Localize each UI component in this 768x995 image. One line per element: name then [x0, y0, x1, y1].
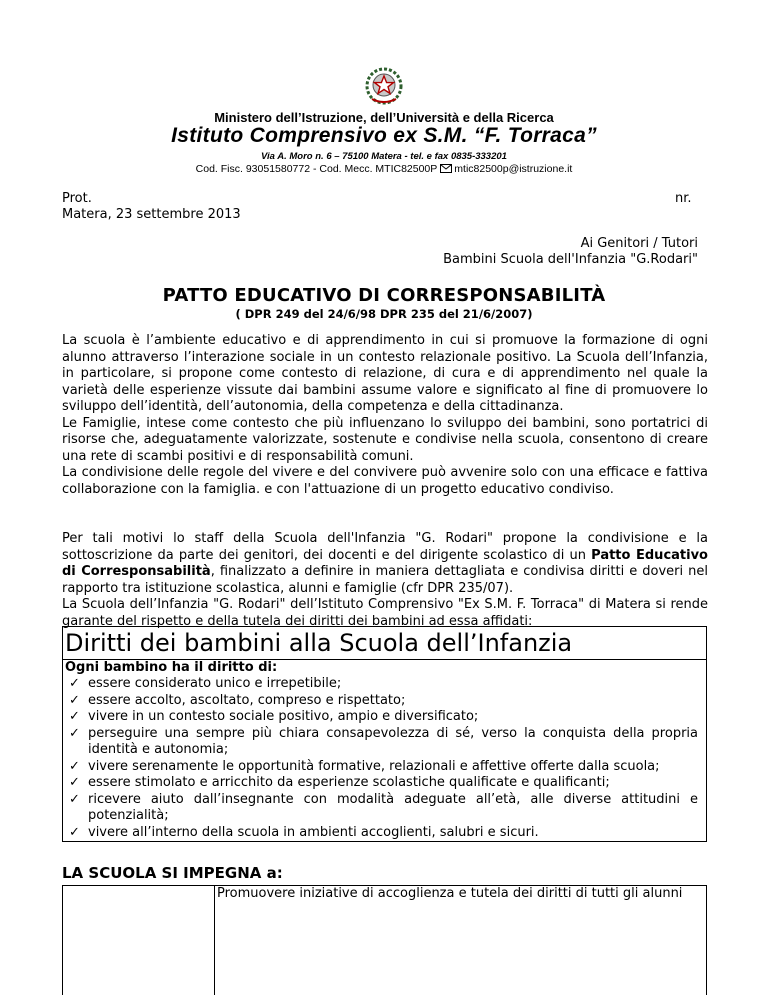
list-item: [63, 676, 706, 693]
purpose-paragraph-1: [62, 531, 708, 597]
list-item: [63, 825, 706, 842]
list-item: [63, 693, 706, 710]
intro-paragraph-1: La scuola è l’ambiente educativo e di apprendimento in cui si promuove la formazione di ogni alunno attraverso l’interazione sociale in un contesto relazionale positivo. La Scuola dell’Infanzia, in particolare, si propone come contesto di relazione, di cura e di apprendimento nel quale la varietà delle esperienze vissute dai bambini assume valore e significato al fine di promuovere lo sviluppo dell’identità, dell’autonomia, della competenza e della cittadinanza.: [62, 333, 708, 414]
list-item: [63, 759, 706, 776]
right-text: vivere all’interno della scuola in ambienti accoglienti, salubri e sicuri.: [88, 824, 539, 840]
rights-list: [63, 676, 706, 841]
right-text: perseguire una sempre più chiara consapevolezza di sé, verso la conquista della propria identità e autonomia;: [88, 725, 698, 757]
fiscal-codes: Cod. Fisc. 93051580772 - Cod. Mecc. MTIC82500P: [195, 163, 438, 175]
protocol-label: Prot.: [62, 191, 92, 206]
list-item: [63, 775, 706, 792]
school-address: Via A. Moro n. 6 – 75100 Matera - tel. e fax 0835-333201: [261, 151, 507, 162]
rights-heading-box: [62, 626, 707, 660]
list-item: [63, 792, 706, 825]
intro-paragraph-2: Le Famiglie, intese come contesto che più influenzano lo sviluppo dei bambini, sono portatrici di risorse che, adeguatamente valorizzate, sostenute e condivise nella scuola, consentono di creare una rete di scambi positivi e di responsabilità comuni.: [62, 415, 708, 464]
checkmark-icon: ✓: [69, 725, 80, 741]
checkmark-icon: ✓: [69, 676, 80, 691]
right-text: essere accolto, ascoltato, compreso e rispettato;: [88, 692, 406, 708]
italian-republic-emblem-icon: [364, 66, 404, 106]
table-row: Promuovere iniziative di accoglienza e tutela dei diritti di tutti gli alunni: [217, 886, 683, 901]
right-text: essere considerato unico e irrepetibile;: [88, 676, 342, 691]
recipient-line-1: Ai Genitori / Tutori: [580, 236, 698, 251]
school-codes: [0, 163, 768, 175]
ministry-name: Ministero dell’Istruzione, dell’Università e della Ricerca: [214, 110, 554, 125]
rights-intro: Ogni bambino ha il diritto di:: [65, 660, 278, 675]
purpose-paragraph-2: La Scuola dell’Infanzia "G. Rodari" dell’Istituto Comprensivo "Ex S.M. F. Torraca" di Matera si rende garante del rispetto e della tutela dei diritti dei bambini ad essa affidati:: [62, 597, 708, 629]
list-item: [63, 709, 706, 726]
right-text: essere stimolato e arricchito da esperienze scolastiche qualificate e qualificanti;: [88, 775, 610, 790]
commitments-table: [62, 885, 707, 995]
checkmark-icon: ✓: [69, 791, 80, 807]
checkmark-icon: ✓: [69, 824, 80, 840]
document-title: PATTO EDUCATIVO DI CORRESPONSABILITÀ: [162, 285, 606, 306]
school-name: Istituto Comprensivo ex S.M. “F. Torraca”: [171, 124, 597, 147]
list-item: [63, 726, 706, 759]
pact-name: Patto Educativo di Corresponsabilità: [62, 547, 708, 579]
intro-paragraph-3: La condivisione delle regole del vivere e del convivere può avvenire solo con una efficace e fattiva collaborazione con la famiglia. e con l'attuazione di un progetto educativo condiviso.: [62, 465, 708, 497]
right-text: vivere serenamente le opportunità formative, relazionali e affettive offerte dalla scuola;: [88, 758, 660, 774]
purpose-text: [62, 531, 708, 630]
envelope-icon: [440, 164, 452, 173]
checkmark-icon: ✓: [69, 775, 80, 790]
table-column-divider: [214, 886, 215, 995]
right-text: ricevere aiuto dall’insegnante con modalità adeguate all’età, alle diverse attitudini e potenzialità;: [88, 791, 698, 823]
place-date: Matera, 23 settembre 2013: [62, 207, 241, 222]
document-subtitle: ( DPR 249 del 24/6/98 DPR 235 del 21/6/2007): [235, 307, 533, 321]
recipient-block: [443, 236, 698, 268]
commitments-heading: LA SCUOLA SI IMPEGNA a:: [62, 864, 283, 882]
checkmark-icon: ✓: [69, 692, 80, 708]
purpose-part-1: Per tali motivi lo staff della Scuola dell'Infanzia "G. Rodari" propone la condivisione e la sottoscrizione da parte dei genitori, dei docenti e del dirigente scolastico di un: [62, 531, 708, 563]
protocol-number-label: nr.: [675, 191, 692, 206]
recipient-line-2: Bambini Scuola dell'Infanzia "G.Rodari": [443, 252, 698, 267]
rights-heading: Diritti dei bambini alla Scuola dell’Infanzia: [65, 629, 573, 657]
intro-text: [62, 333, 708, 498]
checkmark-icon: ✓: [69, 709, 80, 724]
checkmark-icon: ✓: [69, 758, 80, 774]
right-text: vivere in un contesto sociale positivo, ampio e diversificato;: [88, 709, 479, 724]
protocol-block: [62, 191, 241, 223]
school-email[interactable]: mtic82500p@istruzione.it: [454, 163, 573, 175]
purpose-part-2: , finalizzato a definire in maniera dettagliata e condivisa diritti e doveri nel rapporto tra istituzione scolastica, alunni e famiglie (cfr DPR 235/07).: [62, 564, 708, 596]
rights-box: [62, 659, 707, 842]
